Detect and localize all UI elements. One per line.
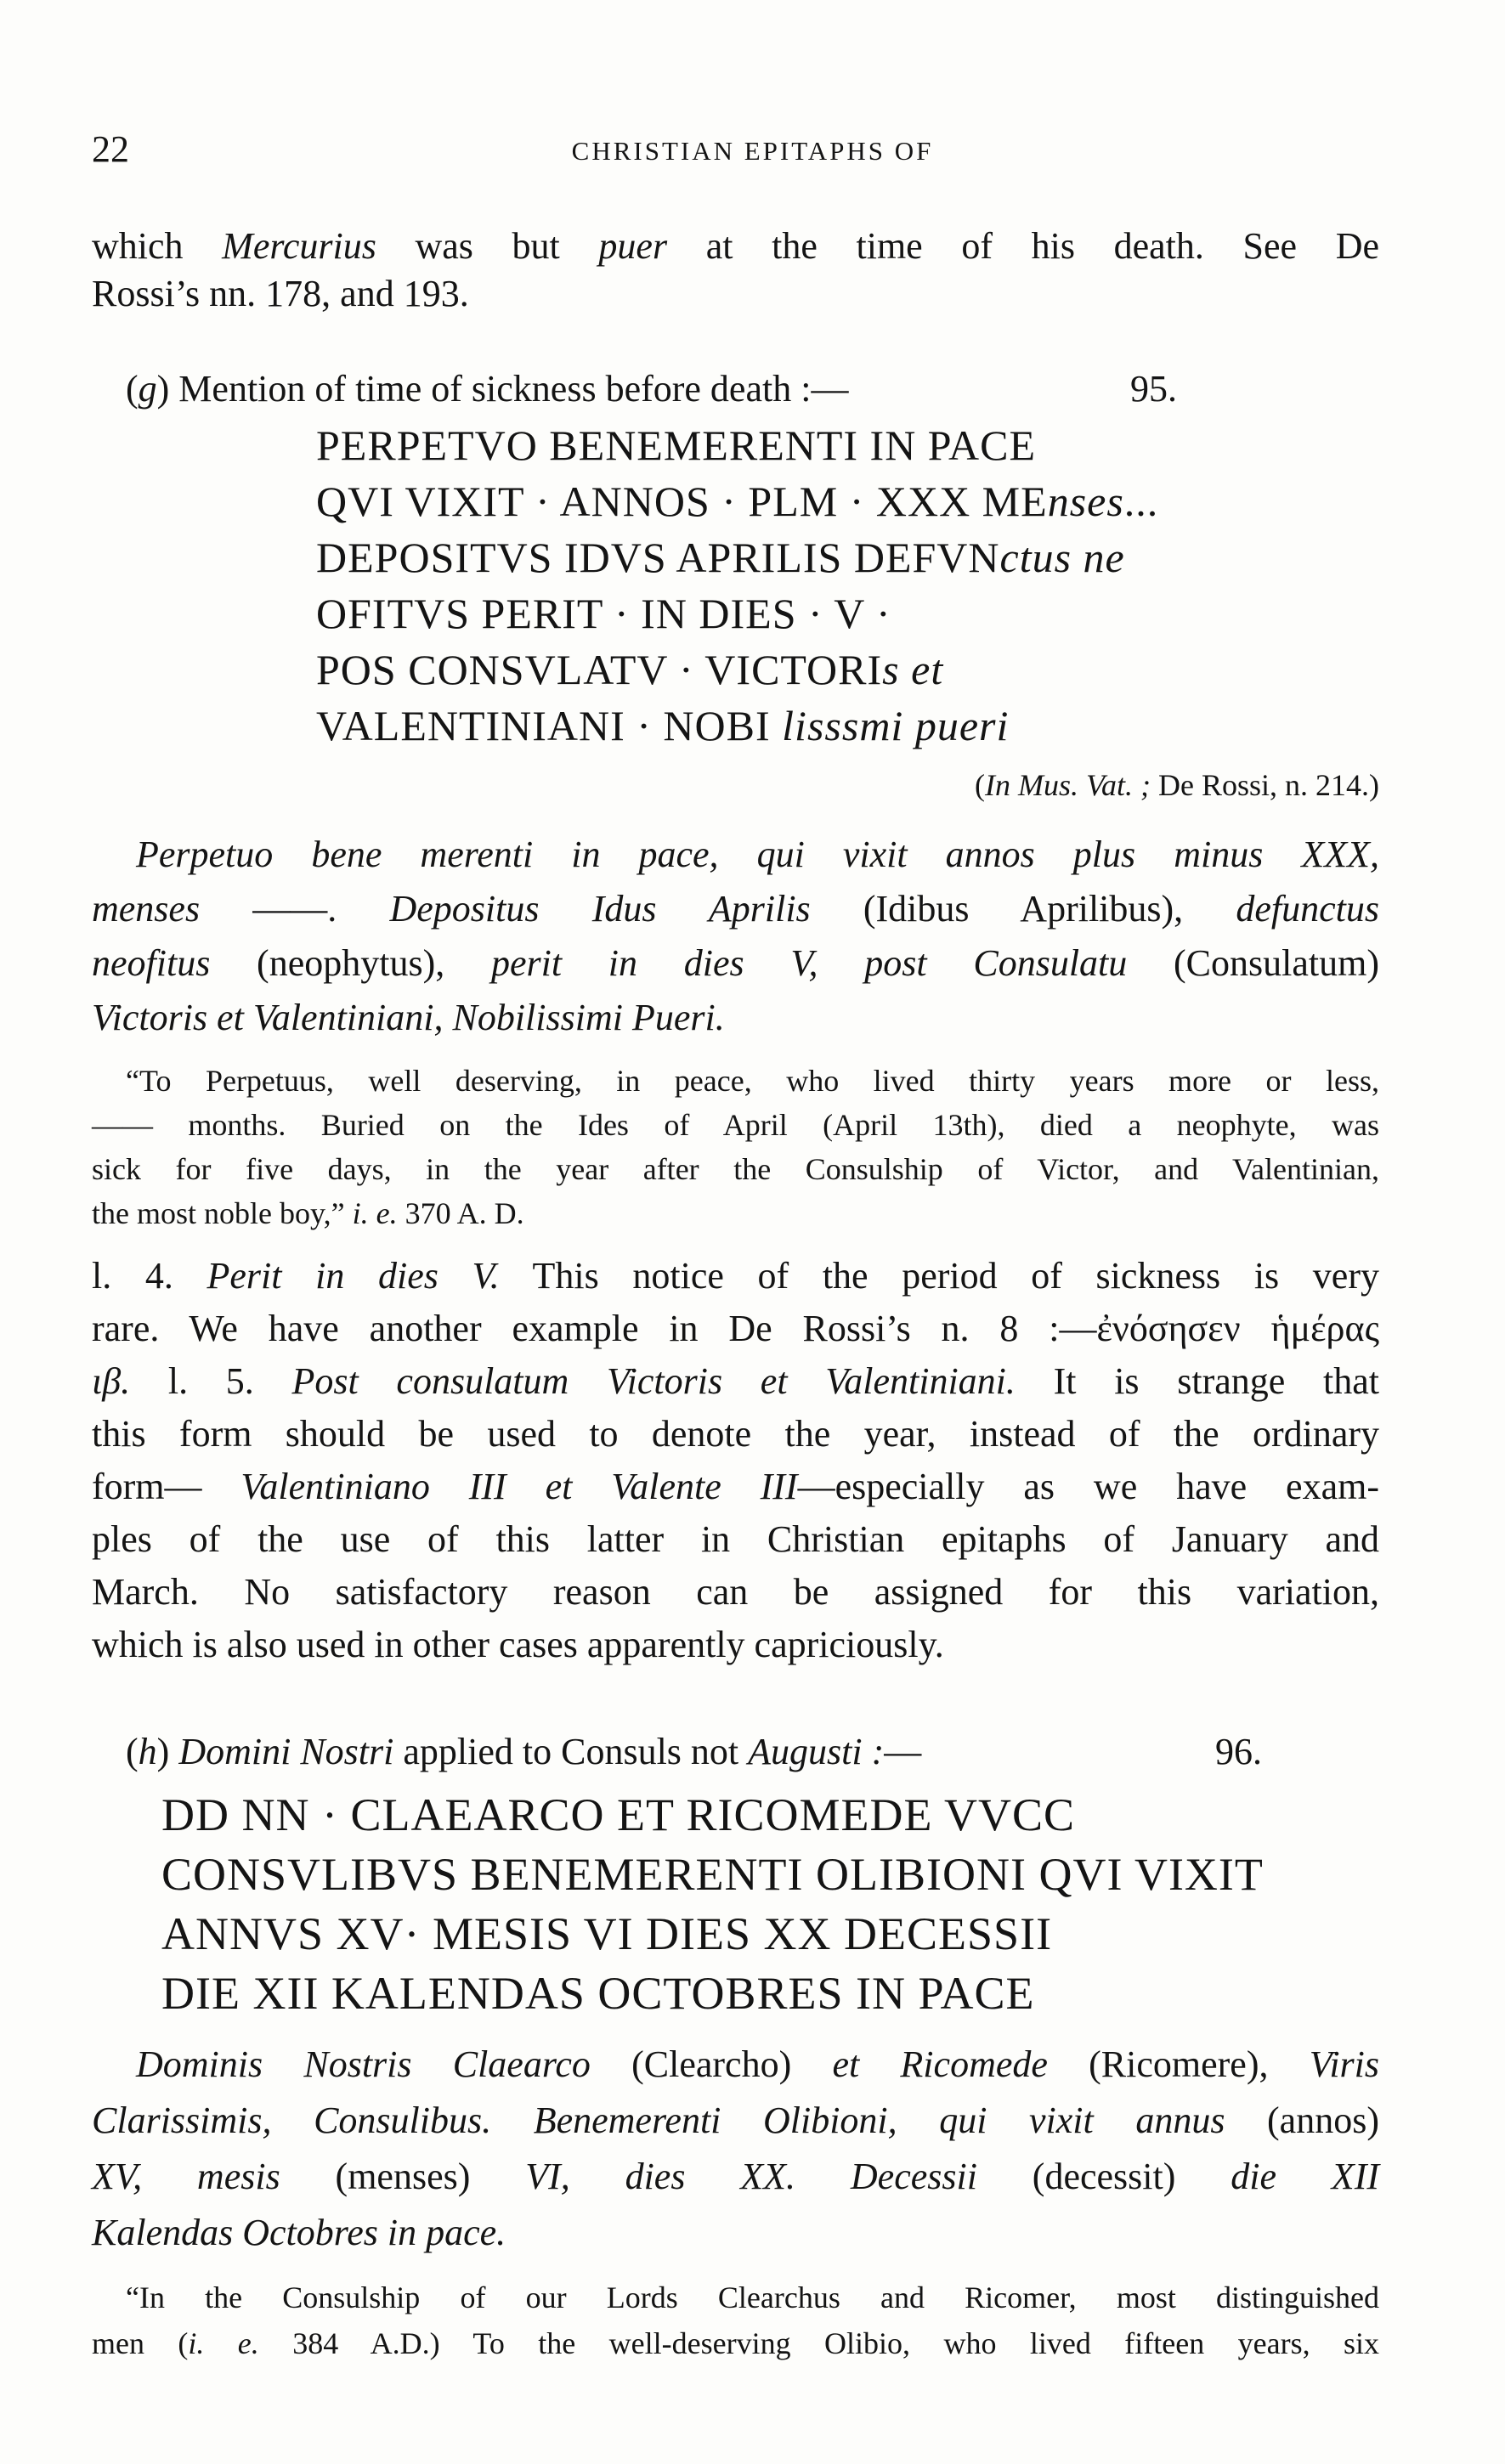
italic-run: die XII [1231,2156,1379,2197]
italic-run: g [138,368,157,410]
running-title: CHRISTIAN EPITAPHS OF [571,136,934,166]
italic-run: nses [1047,478,1124,525]
commentary-line: ples of the use of this latter in Christian epitaphs of January and [92,1518,1379,1560]
commentary-line: which is also used in other cases apparently capriciously. [92,1624,944,1665]
translation-line: —— months. Buried on the Ides of April (April 13th), died a neophyte, was [92,1108,1379,1142]
italic-run: h [138,1731,157,1772]
reading-line [92,2209,506,2257]
commentary-line: l. 4. Perit in dies V. This notice of the period of sickness is very [92,1255,1379,1297]
reading-line: neofitus (neophytus), perit in dies V, post Consulatu (Consulatum) [92,942,1379,984]
commentary-line: ιβ. l. 5. Post consulatum Victoris et Valentiniani. It is strange that [92,1360,1379,1402]
italic-run: XV, mesis [92,2156,280,2197]
translation-line: men (i. e. 384 A.D.) To the well-deserving Olibio, who lived fifteen years, six [92,2326,1380,2360]
italic-run: Domini Nostri [178,1731,394,1772]
page-number: 22 [92,128,129,170]
translation-line: sick for five days, in the year after the Consulship of Victor, and Valentinian, [92,1152,1379,1186]
reading-line [136,831,1379,879]
italic-run: et Ricomede [832,2043,1048,2085]
epitaph-number-96: 96. [1215,1731,1262,1772]
italic-run: Post consulatum Victoris et Valentiniani. [291,1360,1016,1402]
epitaph-line: VALENTINIANI · NOBI lisssmi pueri [316,702,1010,749]
citation-95: (In Mus. Vat. ; De Rossi, n. 214.) [975,768,1379,802]
intro-line: which Mercurius was but puer at the time of his death. See De [92,225,1380,267]
italic-run: Dominis Nostris Claearco [136,2043,591,2085]
epitaph-line: DIE XII KALENDAS OCTOBRES IN PACE [161,1968,1035,2019]
italic-run: VI, dies XX. Decessii [525,2156,977,2197]
italic-run: puer [598,225,668,267]
reading-line: XV, mesis (menses) VI, dies XX. Decessii (decessit) die XII [92,2156,1379,2197]
epitaph-line: PERPETVO BENEMERENTI IN PACE [316,421,1037,469]
italic-run: Perit in dies V. [207,1255,500,1297]
epitaph-line: ANNVS XV· MESIS VI DIES XX DECESSII [161,1908,1053,1959]
epitaph-line: QVI VIXIT · ANNOS · PLM · XXX MEnses... [316,478,1159,525]
italic-run: Clarissimis, Consulibus. Benemerenti Olibioni, qui vixit annus [92,2099,1225,2141]
italic-run: lisssmi pueri [782,702,1010,749]
reading-line: Clarissimis, Consulibus. Benemerenti Olibioni, qui vixit annus (annos) [92,2099,1379,2141]
italic-run: s et [882,646,944,693]
translation-line: “In the Consulship of our Lords Clearchus and Ricomer, most distinguished [126,2280,1379,2314]
italic-run: ctus ne [999,534,1125,581]
section-h-heading: (h) Domini Nostri applied to Consuls not Augusti :— [126,1731,922,1772]
epitaph-line: CONSVLIBVS BENEMERENTI OLIBIONI QVI VIXIT [161,1849,1264,1900]
commentary-line: rare. We have another example in De Rossi’s n. 8 :—ἐνόσησεν ἡμέρας [92,1308,1379,1349]
italic-run: Viris [1309,2043,1380,2085]
epitaph-number-95: 95. [1130,368,1177,410]
italic-run: Valentiniano III et Valente III [240,1466,798,1507]
italic-run: Kalendas Octobres in pace. [92,2212,506,2253]
page-header [92,127,1413,178]
reading-line: Dominis Nostris Claearco (Clearcho) et Ricomede (Ricomere), Viris [136,2043,1380,2085]
commentary-line: this form should be used to denote the year, instead of the ordinary [92,1413,1379,1455]
italic-run: i. e. [188,2326,259,2360]
commentary-line: March. No satisfactory reason can be assigned for this variation, [92,1571,1379,1613]
translation-line: “To Perpetuus, well deserving, in peace, who lived thirty years more or less, [126,1064,1379,1098]
italic-run: Depositus Idus Aprilis [389,888,811,930]
section-g-heading: (g) Mention of time of sickness before death :— [126,368,849,410]
epitaph-line: DEPOSITVS IDVS APRILIS DEFVNctus ne [316,534,1125,581]
translation-line: the most noble boy,” i. e. 370 A. D. [92,1196,524,1230]
commentary-line: form— Valentiniano III et Valente III—especially as we have exam- [92,1466,1379,1507]
italic-run: Perpetuo bene merenti in pace, qui vixit annos plus minus XXX, [136,834,1379,875]
italic-run: Victoris et Valentiniani, Nobilissimi Pueri. [92,997,725,1038]
italic-run: defunctus [1236,888,1380,930]
italic-run: neofitus [92,942,211,984]
italic-run: In Mus. Vat. ; [985,768,1151,802]
reading-line: menses ——. Depositus Idus Aprilis (Idibus Aprilibus), defunctus [92,888,1380,930]
italic-run: perit in dies V, post Consulatu [490,942,1128,984]
italic-run: ιβ. [92,1360,131,1402]
epitaph-line: OFITVS PERIT · IN DIES · V · [316,590,891,637]
reading-line [92,994,725,1042]
intro-line: Rossi’s nn. 178, and 193. [92,273,469,314]
epitaph-line: DD NN · CLAEARCO ET RICOMEDE VVCC [161,1789,1076,1840]
italic-run: i. e. [352,1196,398,1230]
epitaph-line: POS CONSVLATV · VICTORIs et [316,646,944,693]
italic-run: Mercurius [222,225,376,267]
italic-run: Augusti : [748,1731,885,1772]
italic-run: menses [92,888,201,930]
